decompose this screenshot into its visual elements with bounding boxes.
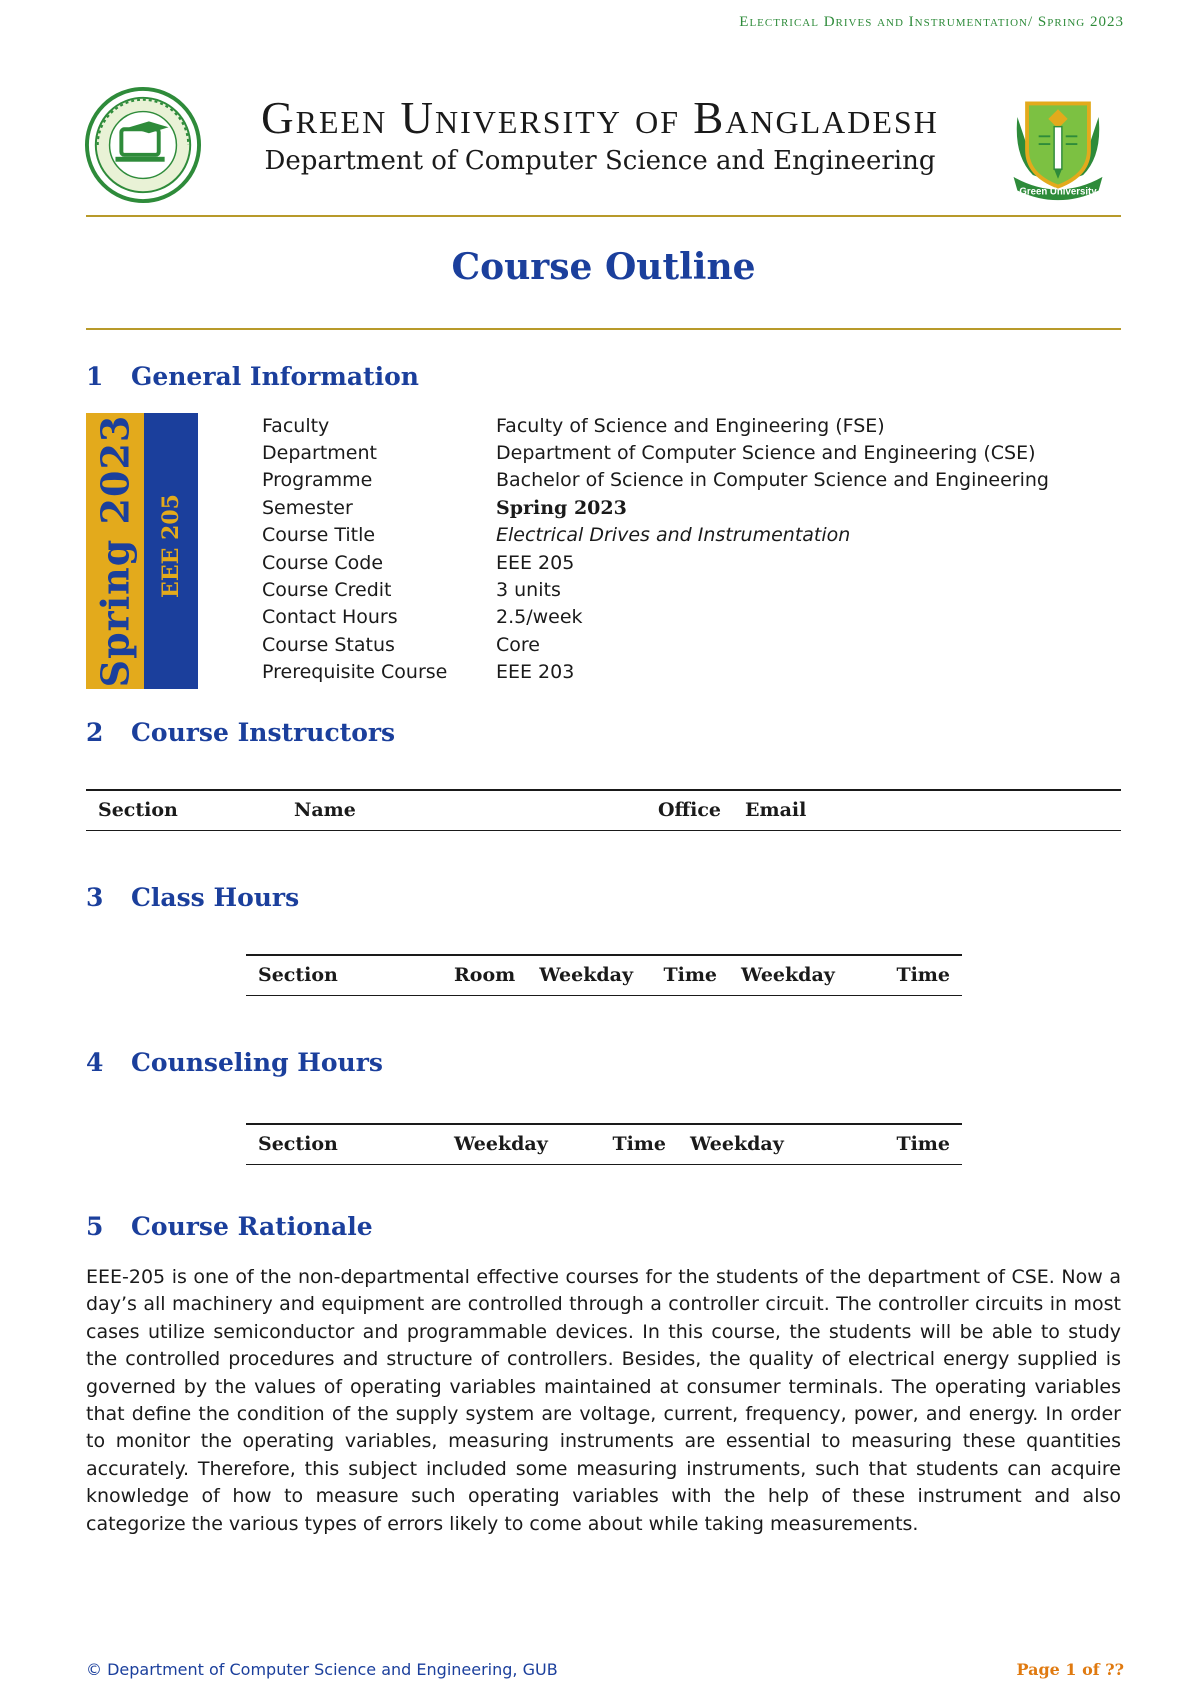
info-row-course-status bbox=[262, 631, 1049, 658]
university-crest-logo bbox=[1000, 88, 1116, 204]
info-row-prerequisite bbox=[262, 659, 1049, 686]
crest-banner-text: Green University bbox=[1019, 186, 1097, 198]
info-label: Faculty bbox=[262, 414, 330, 437]
column-header: Name bbox=[282, 790, 646, 830]
document-title: Course Outline bbox=[451, 246, 756, 288]
section-number: 2 bbox=[86, 718, 104, 747]
info-label: Contact Hours bbox=[262, 606, 398, 629]
column-header: Office bbox=[646, 790, 733, 830]
department-name: Department of Computer Science and Engineering bbox=[264, 146, 936, 176]
department-seal-logo bbox=[84, 86, 202, 204]
info-row-course-code bbox=[262, 549, 1049, 576]
info-row-department bbox=[262, 439, 1049, 466]
column-header: Time bbox=[857, 955, 962, 995]
info-row-semester bbox=[262, 494, 1049, 521]
section-title: General Information bbox=[131, 362, 419, 391]
column-header: Time bbox=[828, 1124, 962, 1164]
info-label: Semester bbox=[262, 496, 353, 519]
column-header: Section bbox=[246, 955, 442, 995]
counseling-hours-table bbox=[246, 1123, 962, 1165]
info-value: Core bbox=[496, 633, 540, 656]
info-label: Course Title bbox=[262, 524, 376, 547]
column-header: Email bbox=[733, 790, 1121, 830]
info-row-contact-hours bbox=[262, 604, 1049, 631]
general-info-table bbox=[262, 412, 1049, 686]
info-row-course-credit bbox=[262, 576, 1049, 603]
section-heading-rationale bbox=[86, 1212, 373, 1241]
footer-copyright: © Department of Computer Science and Engineering, GUB bbox=[86, 1660, 558, 1679]
section-heading-counseling bbox=[86, 1048, 383, 1077]
footer-page-number: Page 1 of ?? bbox=[1016, 1660, 1124, 1679]
info-label: Course Credit bbox=[262, 579, 392, 602]
header-rule bbox=[86, 215, 1121, 217]
info-label: Course Status bbox=[262, 633, 395, 656]
running-head: Electrical Drives and Instrumentation/ Spring 2023 bbox=[739, 14, 1124, 30]
instructors-table bbox=[86, 789, 1121, 831]
info-value: Electrical Drives and Instrumentation bbox=[496, 524, 851, 547]
section-title: Class Hours bbox=[131, 883, 300, 912]
info-value: Faculty of Science and Engineering (FSE) bbox=[496, 414, 885, 437]
section-number: 4 bbox=[86, 1048, 104, 1077]
info-row-course-title bbox=[262, 522, 1049, 549]
info-label: Department bbox=[262, 442, 377, 465]
info-label: Programme bbox=[262, 469, 373, 492]
info-value: Spring 2023 bbox=[496, 496, 627, 519]
column-header: Time bbox=[586, 1124, 678, 1164]
info-value: Department of Computer Science and Engineering (CSE) bbox=[496, 442, 1036, 465]
section-heading-instructors bbox=[86, 718, 395, 747]
section-title: Course Instructors bbox=[131, 718, 396, 747]
info-value: EEE 205 bbox=[496, 551, 575, 574]
column-header: Room bbox=[442, 955, 527, 995]
table-header-row bbox=[246, 955, 962, 995]
semester-badge-text: Spring 2023 bbox=[92, 414, 138, 688]
column-header: Time bbox=[645, 955, 729, 995]
university-name: Green University of Bangladesh bbox=[261, 93, 939, 143]
class-hours-table bbox=[246, 954, 962, 996]
column-header: Weekday bbox=[729, 955, 857, 995]
info-value: Bachelor of Science in Computer Science and Engineering bbox=[496, 469, 1049, 492]
info-value: 2.5/week bbox=[496, 606, 583, 629]
section-number: 3 bbox=[86, 883, 104, 912]
table-header-row bbox=[246, 1124, 962, 1164]
info-value: EEE 203 bbox=[496, 661, 575, 684]
column-header: Section bbox=[86, 790, 282, 830]
section-heading-general bbox=[86, 362, 419, 391]
column-header: Weekday bbox=[527, 955, 645, 995]
column-header: Weekday bbox=[442, 1124, 586, 1164]
section-heading-class-hours bbox=[86, 883, 299, 912]
table-header-row bbox=[86, 790, 1121, 830]
title-rule bbox=[86, 328, 1121, 330]
section-number: 5 bbox=[86, 1212, 104, 1241]
info-value: 3 units bbox=[496, 579, 561, 602]
rationale-paragraph: EEE-205 is one of the non-departmental effective courses for the students of the department of CSE. Now a day’s all machinery and equipment are controlled through a controller circuit. The controller circuits in most cases utilize semiconductor and programmable devices. In this course, the students will be able to study the controlled procedures and structure of controllers. Besides, the quality of electrical energy supplied is governed by the values of operating variables maintained at consumer terminals. The operating variables that define the condition of the supply system are voltage, current, frequency, power, and energy. In order to monitor the operating variables, measuring instruments are essential to measuring these quantities accurately. Therefore, this subject included some measuring instruments, such that students can acquire knowledge of how to measure such operating variables with the help of these instrument and also categorize the various types of errors likely to come about while taking measurements. bbox=[86, 1266, 1121, 1535]
info-row-faculty bbox=[262, 412, 1049, 439]
info-label: Course Code bbox=[262, 551, 384, 574]
column-header: Weekday bbox=[678, 1124, 828, 1164]
course-code-badge-text: EEE 205 bbox=[158, 494, 184, 598]
section-title: Counseling Hours bbox=[131, 1048, 383, 1077]
section-number: 1 bbox=[86, 362, 104, 391]
info-label: Prerequisite Course bbox=[262, 661, 448, 684]
info-row-programme bbox=[262, 467, 1049, 494]
section-title: Course Rationale bbox=[131, 1212, 373, 1241]
column-header: Section bbox=[246, 1124, 442, 1164]
